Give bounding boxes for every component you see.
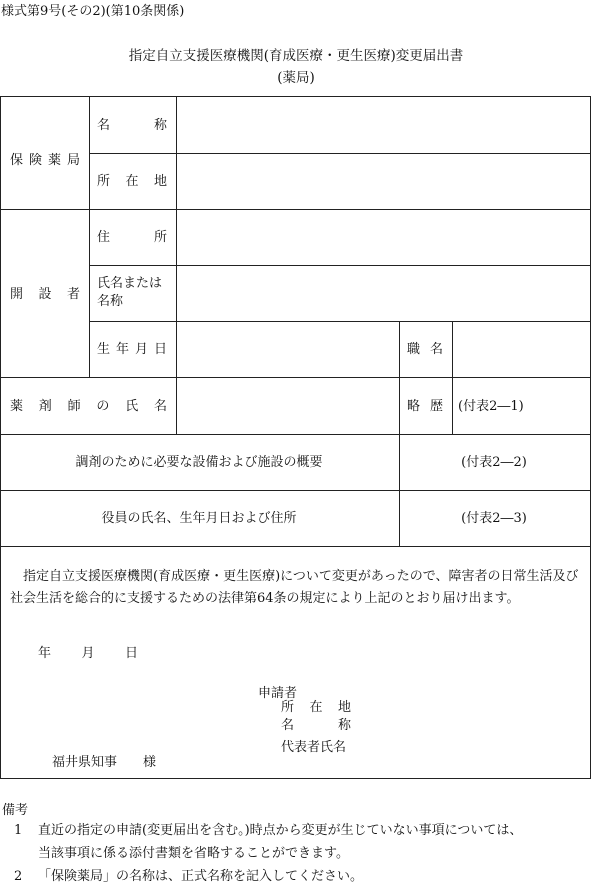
attachment-2-1: (付表2―1) bbox=[458, 399, 524, 414]
pharmacy-label: 保 険 薬 局 bbox=[10, 153, 80, 168]
facilities-label: 調剤のために必要な設備および施設の概要 bbox=[75, 455, 323, 470]
statement-text: 指定自立支援医療機関(育成医療・更生医療)について変更があったので、障害者の日常生活及び社会生活を総合的に支援するための法律第64条の規定により上記のとおり届け出ます。 bbox=[10, 569, 579, 606]
row-divider bbox=[1, 546, 591, 547]
founder-address-label: 住 所 bbox=[97, 230, 167, 245]
row-divider bbox=[1, 434, 591, 435]
row-divider bbox=[1, 490, 591, 491]
document-subtitle: (薬局) bbox=[277, 70, 315, 86]
applicant-name-label: 名 称 bbox=[281, 718, 351, 733]
attachment-2-3: (付表2―3) bbox=[461, 511, 527, 526]
applicant-location-label: 所 在 地 bbox=[281, 700, 351, 715]
column-divider bbox=[176, 97, 177, 434]
pharmacy-name-label: 名 称 bbox=[97, 118, 167, 133]
note-item: 2 「保険薬局」の名称は、正式名称を記入してください。 bbox=[14, 869, 364, 884]
attachment-2-2: (付表2―2) bbox=[461, 455, 527, 470]
row-divider bbox=[89, 153, 591, 154]
form-number: 様式第9号(その2)(第10条関係) bbox=[1, 4, 185, 19]
founder-label: 開 設 者 bbox=[10, 287, 80, 302]
row-divider bbox=[1, 377, 591, 378]
row-divider bbox=[89, 265, 591, 266]
applicant-label: 申請者 bbox=[258, 686, 298, 701]
founder-position-label: 職 名 bbox=[407, 342, 443, 357]
date-line: 年 月 日 bbox=[38, 646, 138, 661]
notes-title: 備考 bbox=[2, 803, 29, 818]
applicant-representative-label: 代表者氏名 bbox=[281, 740, 347, 755]
founder-birth-label: 生 年 月 日 bbox=[97, 342, 167, 357]
row-divider bbox=[89, 321, 591, 322]
pharmacist-name-label: 薬 剤 師 の 氏 名 bbox=[10, 399, 167, 414]
document-title: 指定自立支援医療機関(育成医療・更生医療)変更届出書 bbox=[128, 48, 464, 64]
founder-name-label-line1: 氏名または bbox=[97, 276, 163, 291]
addressee: 福井県知事 様 bbox=[52, 755, 157, 770]
founder-name-label-line2: 名称 bbox=[97, 294, 124, 309]
pharmacy-location-label: 所 在 地 bbox=[97, 174, 167, 189]
note-item-continuation: 当該事項に係る添付書類を省略することができます。 bbox=[38, 846, 349, 861]
note-item: 1 直近の指定の申請(変更届出を含む。)時点から変更が生じていない事項については、 bbox=[14, 823, 523, 838]
form-table bbox=[0, 96, 591, 779]
column-divider bbox=[89, 97, 90, 377]
pharmacist-history-label: 略 歴 bbox=[407, 399, 443, 414]
column-divider bbox=[452, 321, 453, 434]
officers-label: 役員の氏名、生年月日および住所 bbox=[101, 511, 297, 526]
